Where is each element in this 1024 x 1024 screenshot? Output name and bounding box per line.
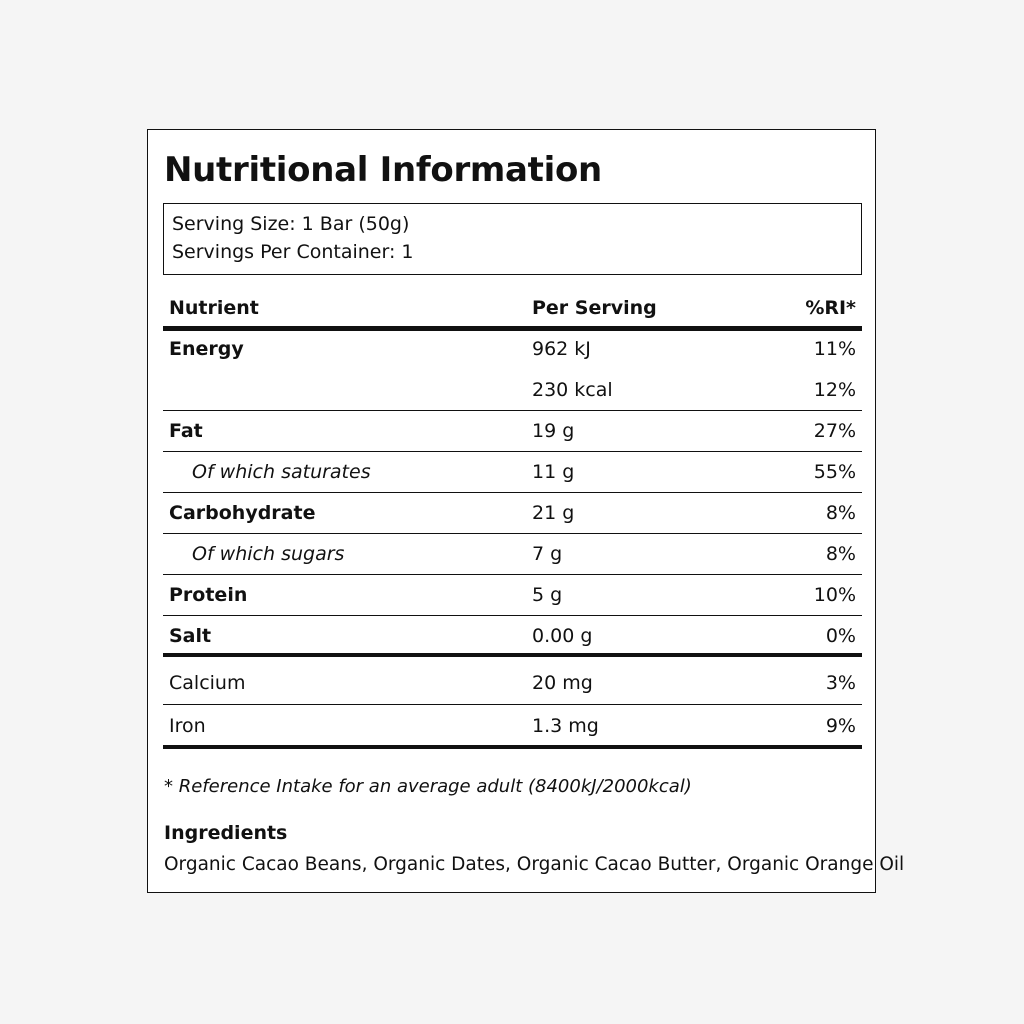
nutrient-value: 19 g xyxy=(532,420,575,442)
serving-info-box xyxy=(163,203,862,275)
nutrient-name: Of which sugars xyxy=(192,543,345,565)
nutrient-name: Iron xyxy=(169,715,206,737)
nutrient-ri: 10% xyxy=(813,584,856,606)
nutrient-name: Salt xyxy=(169,625,212,647)
table-row-energy-kj xyxy=(163,331,862,370)
table-row-carbohydrate xyxy=(163,493,862,534)
nutrient-value: 11 g xyxy=(532,461,575,483)
header-per-serving: Per Serving xyxy=(532,297,657,319)
nutrition-table xyxy=(163,288,862,749)
table-row-energy-kcal xyxy=(163,370,862,411)
nutrient-value: 1.3 mg xyxy=(532,715,599,737)
nutrient-value: 7 g xyxy=(532,543,563,565)
nutrient-ri: 8% xyxy=(825,543,856,565)
nutrient-ri: 3% xyxy=(825,672,856,694)
servings-per-container: Servings Per Container: 1 xyxy=(172,241,414,263)
nutrient-value: 5 g xyxy=(532,584,563,606)
table-row-saturates xyxy=(163,452,862,493)
nutrient-name: Calcium xyxy=(169,672,246,694)
nutrient-ri: 9% xyxy=(825,715,856,737)
nutrient-name: Energy xyxy=(169,338,244,360)
nutrient-value: 0.00 g xyxy=(532,625,593,647)
nutrient-name: Protein xyxy=(169,584,248,606)
ingredients-list: Organic Cacao Beans, Organic Dates, Organic Cacao Butter, Organic Orange Oil xyxy=(164,854,905,875)
reference-intake-footnote: * Reference Intake for an average adult (8400kJ/2000kcal) xyxy=(164,776,692,797)
table-row-salt xyxy=(163,616,862,657)
nutrient-value: 962 kJ xyxy=(532,338,591,360)
table-header-row xyxy=(163,288,862,331)
nutrient-ri: 0% xyxy=(825,625,856,647)
nutrition-label xyxy=(147,129,905,893)
nutrient-ri: 11% xyxy=(813,338,856,360)
table-row-fat xyxy=(163,411,862,452)
table-row-protein xyxy=(163,575,862,616)
nutrient-ri: 27% xyxy=(813,420,856,442)
nutrient-ri: 55% xyxy=(813,461,856,483)
nutrient-name: Of which saturates xyxy=(192,461,371,483)
serving-size: Serving Size: 1 Bar (50g) xyxy=(172,213,410,235)
nutrient-name: Carbohydrate xyxy=(169,502,316,524)
nutrient-value: 230 kcal xyxy=(532,379,613,401)
nutrient-ri: 12% xyxy=(813,379,856,401)
nutrient-value: 20 mg xyxy=(532,672,593,694)
header-ri: %RI* xyxy=(805,297,856,319)
header-nutrient: Nutrient xyxy=(169,297,259,319)
label-title: Nutritional Information xyxy=(164,150,602,190)
table-row-calcium xyxy=(163,657,862,705)
table-row-iron xyxy=(163,705,862,749)
ingredients-heading: Ingredients xyxy=(164,822,288,844)
nutrient-value: 21 g xyxy=(532,502,575,524)
table-row-sugars xyxy=(163,534,862,575)
nutrient-ri: 8% xyxy=(825,502,856,524)
nutrient-name: Fat xyxy=(169,420,203,442)
